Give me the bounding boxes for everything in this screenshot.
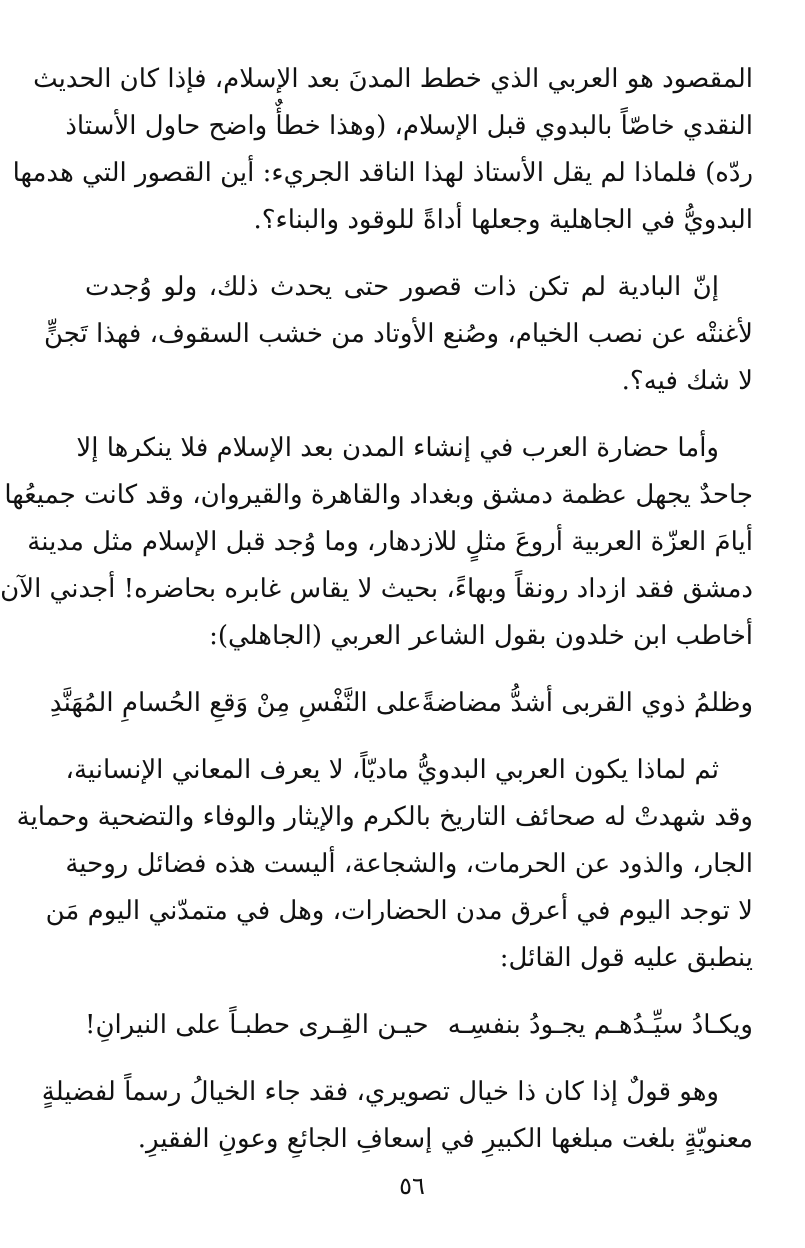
page-number: ٥٦ — [399, 1172, 425, 1200]
text-line: لا شك فيه؟. — [621, 366, 753, 396]
verse-2 — [85, 1002, 753, 1049]
verse-first-hemistich: وظلمُ ذوي القربى أشدُّ مضاضةً — [421, 688, 753, 718]
verse-second-hemistich: حيـن القِـرى حطبـاً على النيرانِ! — [85, 1010, 429, 1040]
text-line: معنويّةٍ بلغت مبلغها الكبيرِ في إسعافِ الجائعِ وعونِ الفقيرِ. — [137, 1124, 753, 1154]
text-line: أخاطب ابن خلدون بقول الشاعر العربي (الجاهلي): — [209, 621, 753, 651]
text-line: البدويُّ في الجاهلية وجعلها أداةً للوقود والبناء؟. — [253, 205, 753, 235]
paragraph-3 — [0, 425, 753, 660]
text-line: النقدي خاصّاً بالبدوي قبل الإسلام، (وهذا خطأٌ واضح حاول الأستاذ — [65, 111, 753, 141]
text-line: لأغنتْه عن نصب الخيام، وصُنع الأوتاد من خشب السقوف، فهذا تَجنٍّ — [43, 319, 753, 349]
verse-second-hemistich: على النَّفْسِ مِنْ وَقعِ الحُسامِ المُهَنَّدِ — [49, 688, 422, 718]
page-body — [0, 56, 753, 1183]
text-line: ثم لماذا يكون العربي البدويُّ ماديّاً، لا يعرف المعاني الإنسانية، — [65, 755, 719, 785]
text-line: وهو قولٌ إذا كان ذا خيال تصويري، فقد جاء الخيالُ رسماً لفضيلةٍ — [41, 1077, 719, 1107]
text-line: ينطبق عليه قول القائل: — [499, 943, 753, 973]
paragraph-5 — [41, 1069, 753, 1163]
text-line: وأما حضارة العرب في إنشاء المدن بعد الإسلام فلا ينكرها إلا — [76, 433, 719, 463]
text-line: المقصود هو العربي الذي خطط المدنَ بعد الإسلام، فإذا كان الحديث — [33, 64, 753, 94]
paragraph-4 — [16, 747, 753, 982]
text-line: وقد شهدتْ له صحائف التاريخ بالكرم والإيثار والوفاء والتضحية وحماية — [16, 802, 753, 832]
text-line: لا توجد اليوم في أعرق مدن الحضارات، وهل في متمدّني اليوم مَن — [45, 896, 753, 926]
verse-1 — [49, 680, 753, 727]
text-line: جاحدٌ يجهل عظمة دمشق وبغداد والقاهرة والقيروان، وقد كانت جميعُها — [4, 480, 753, 510]
text-line: ردّه) فلماذا لم يقل الأستاذ لهذا الناقد الجريء: أين القصور التي هدمها — [12, 158, 753, 188]
text-line: الجار، والذود عن الحرمات، والشجاعة، أليست هذه فضائل روحية — [65, 849, 753, 879]
text-line: دمشق فقد ازداد رونقاً وبهاءً، بحيث لا يقاس غابره بحاضره! أجدني الآن — [0, 574, 753, 604]
paragraph-2 — [43, 264, 753, 405]
paragraph-1 — [12, 56, 753, 244]
text-line: إنّ البادية لم تكن ذات قصور حتى يحدث ذلك، ولو وُجدت — [85, 272, 719, 302]
verse-first-hemistich: ويكـادُ سيِّـدُهـم يجـودُ بنفسِـه — [447, 1010, 753, 1040]
text-line: أيامَ العزّة العربية أروعَ مثلٍ للازدهار، وما وُجد قبل الإسلام مثل مدينة — [27, 527, 753, 557]
